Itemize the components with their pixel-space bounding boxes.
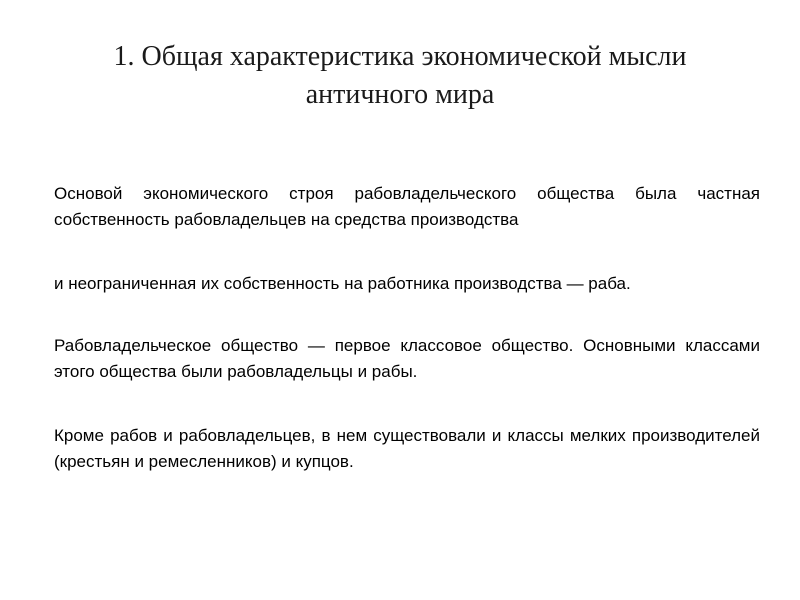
- paragraph-2: и неограниченная их собственность на работника производства — раба.: [54, 274, 631, 293]
- slide-title: 1. Общая характеристика экономической мысли античного мира: [113, 41, 687, 110]
- paragraph-4: Кроме рабов и рабовладельцев, в нем существовали и классы мелких производителей (крестьян и ремесленников) и купцов.: [54, 426, 760, 471]
- slide-body: [54, 181, 760, 475]
- paragraph-3: Рабовладельческое общество — первое классовое общество. Основными классами этого общества были рабовладельцы и рабы.: [54, 336, 760, 381]
- paragraph-1: Основой экономического строя рабовладельческого общества была частная собственность рабовладельцев на средства производства: [54, 184, 760, 229]
